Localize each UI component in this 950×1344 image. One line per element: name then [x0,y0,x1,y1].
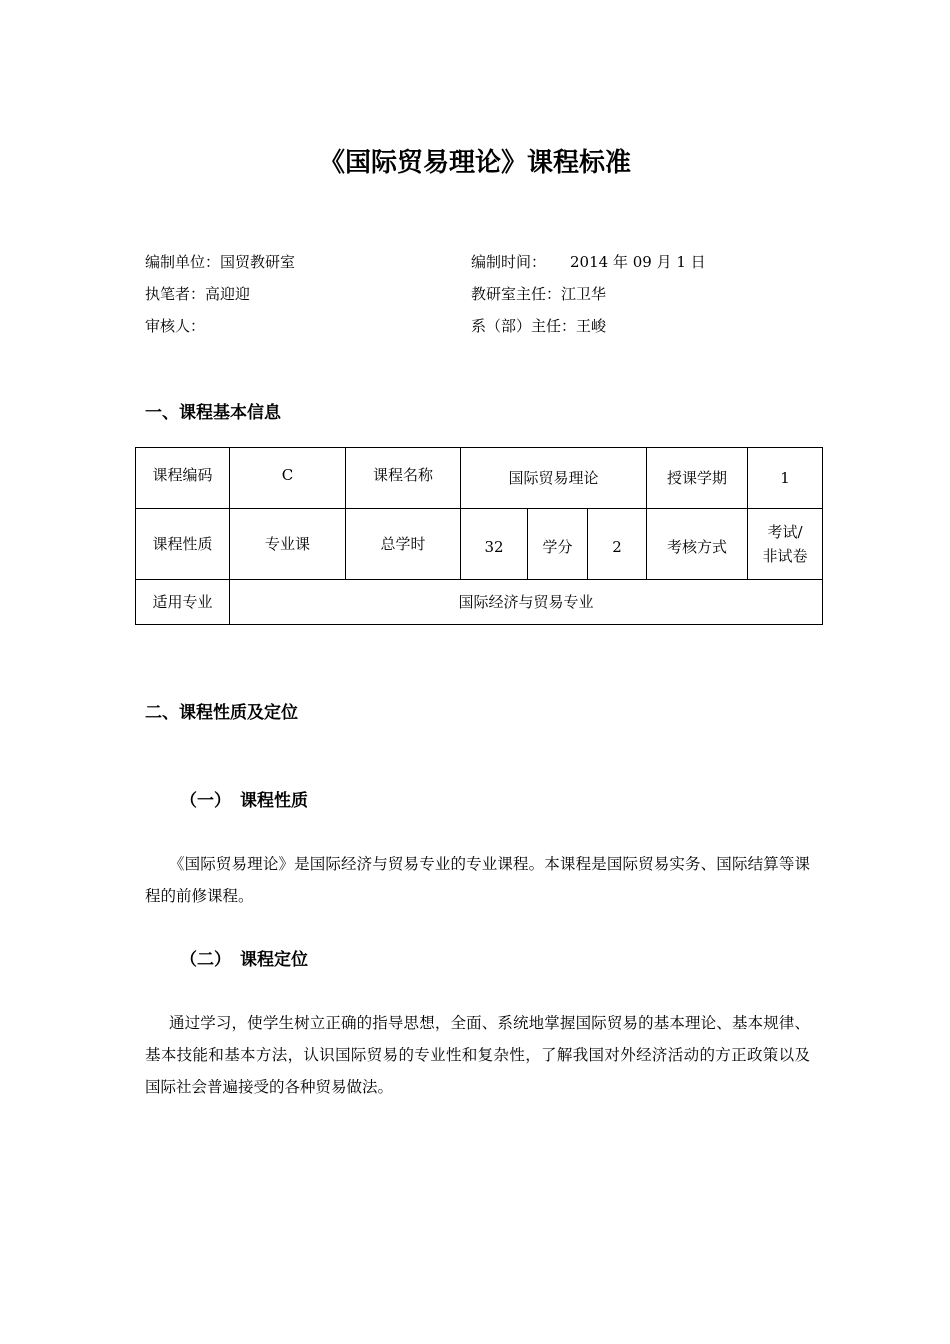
cell-exam-value [748,509,823,580]
exam-value-line2: 非试卷 [762,547,808,565]
cell-nature-value: 专业课 [230,509,346,580]
section-heading-nature-position: 二、课程性质及定位 [145,703,298,723]
table-row [136,448,823,509]
subsection-heading-nature [180,786,308,811]
paragraph-course-position: 通过学习，使学生树立正确的指导思想，全面、系统地掌握国际贸易的基本理论、基本规律、基本技能和基本方法，认识国际贸易的专业性和复杂性，了解我国对外经济活动的方正政策以及国际社会普遍接受的各种贸易做法。 [145,1014,810,1096]
meta-time-label: 编制时间： [471,253,547,271]
document-title: 《国际贸易理论》课程标准 [318,148,631,178]
cell-hours-value: 32 [461,509,528,580]
meta-unit: 编制单位：国贸教研室 [145,253,296,271]
cell-major-label: 适用专业 [136,580,230,625]
paragraph-course-nature: 《国际贸易理论》是国际经济与贸易专业的专业课程。本课程是国际贸易实务、国际结算等课程的前修课程。 [145,855,810,905]
cell-term-label: 授课学期 [647,448,748,509]
cell-hours-label: 总学时 [346,509,461,580]
cell-code-label: 课程编码 [136,448,230,509]
cell-code-value: C [230,448,346,509]
cell-nature-label: 课程性质 [136,509,230,580]
cell-credit-value: 2 [588,509,647,580]
exam-value-line1: 考试/ [767,523,803,541]
cell-major-value: 国际经济与贸易专业 [230,580,823,625]
meta-reviewer: 审核人： [145,317,206,335]
subsection-number: （一） [180,791,231,811]
meta-director: 教研室主任：江卫华 [471,285,607,303]
section-heading-basic-info: 一、课程基本信息 [145,403,281,423]
meta-author: 执笔者：高迎迎 [145,285,251,303]
subsection-title: 课程性质 [240,791,308,811]
subsection-number: （二） [180,950,231,970]
cell-exam-label: 考核方式 [647,509,748,580]
meta-time [471,252,706,272]
subsection-title: 课程定位 [240,950,308,970]
cell-credit-label: 学分 [528,509,588,580]
meta-time-value: 2014 年 09 月 1 日 [570,253,706,271]
subsection-heading-position [180,945,308,970]
cell-term-value: 1 [748,448,823,509]
table-row [136,509,823,580]
course-info-table [135,447,823,625]
cell-name-label: 课程名称 [346,448,461,509]
meta-dept-head: 系（部）主任：王峻 [471,317,607,335]
cell-name-value: 国际贸易理论 [461,448,647,509]
table-row [136,580,823,625]
